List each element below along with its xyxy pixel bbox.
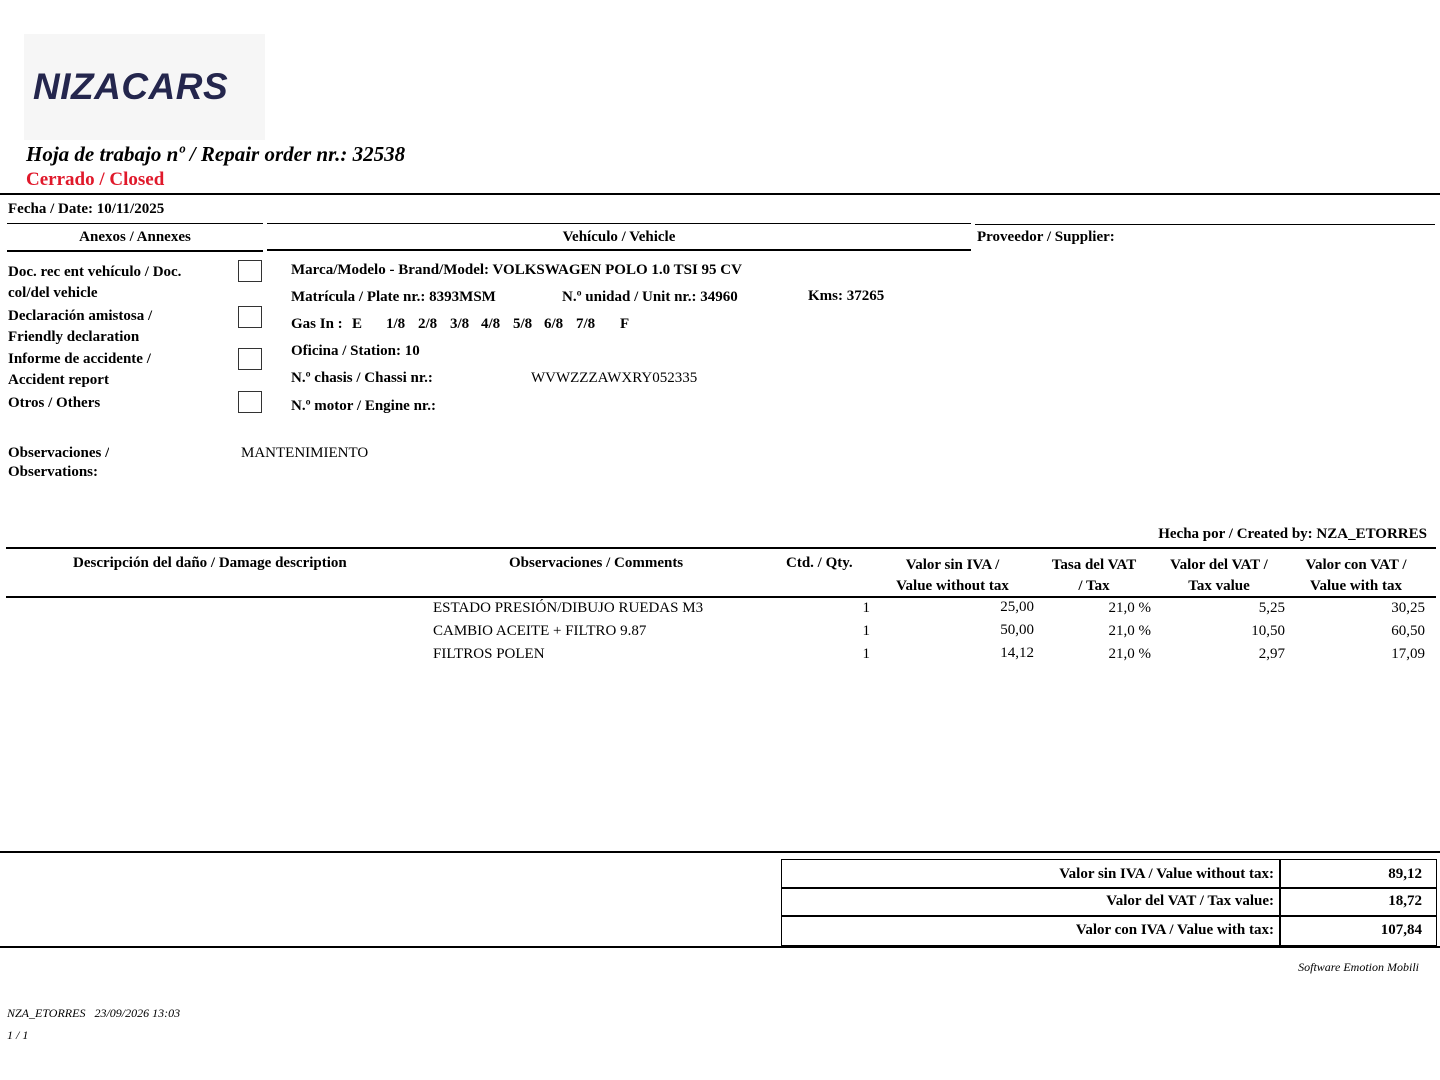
- observations-label: Observaciones / Observations:: [8, 445, 110, 476]
- total-tax-value: 18,72: [1388, 893, 1422, 909]
- divider: [975, 224, 1435, 225]
- annex-checkbox[interactable]: [238, 306, 262, 328]
- gas-level: F: [620, 316, 630, 332]
- row-qty: 1: [862, 600, 870, 616]
- gas-level: 2/8: [418, 316, 438, 332]
- created-by: Hecha por / Created by: NZA_ETORRES: [1158, 526, 1427, 542]
- vehicle-brand-model: Marca/Modelo - Brand/Model: VOLKSWAGEN POLO 1.0 TSI 95 CV: [291, 262, 742, 278]
- divider: [0, 193, 1440, 195]
- gas-level: 1/8: [386, 316, 406, 332]
- row-comment: CAMBIO ACEITE + FILTRO 9.87: [433, 623, 647, 639]
- repair-order-title: Hoja de trabajo nº / Repair order nr.: 32538: [26, 142, 406, 166]
- print-user-timestamp: NZA_ETORRES 23/09/2026 13:03: [7, 1006, 181, 1020]
- col-header-qty: Ctd. / Qty.: [786, 555, 853, 571]
- annex-item: Doc. rec ent vehículo / Doc. col/del vehicle: [8, 264, 182, 301]
- row-tax: 2,97: [1258, 646, 1285, 662]
- row-rate: 21,0 %: [1108, 646, 1151, 662]
- col-header-value-without-tax: Valor sin IVA / Value without tax: [896, 557, 1009, 594]
- col-header-tax-rate: Tasa del VAT / Tax: [1051, 557, 1137, 594]
- row-net: 14,12: [1000, 645, 1034, 661]
- gas-level: 3/8: [450, 316, 470, 332]
- annex-item: Informe de accidente / Accident report: [8, 351, 151, 388]
- vehicle-station: Oficina / Station: 10: [291, 343, 420, 359]
- chassis-label: N.º chasis / Chassi nr.:: [291, 370, 433, 386]
- col-header-value-with-tax: Valor con VAT / Value with tax: [1305, 557, 1407, 594]
- gas-level: 7/8: [576, 316, 596, 332]
- row-net: 50,00: [1000, 622, 1034, 638]
- observations-value: MANTENIMIENTO: [241, 445, 369, 461]
- row-tax: 10,50: [1251, 623, 1285, 639]
- vehicle-plate: Matrícula / Plate nr.: 8393MSM: [291, 289, 496, 305]
- annexes-heading: Anexos / Annexes: [79, 229, 191, 245]
- divider: [267, 223, 971, 224]
- vehicle-heading: Vehículo / Vehicle: [562, 229, 676, 245]
- col-header-tax-value: Valor del VAT / Tax value: [1170, 557, 1268, 594]
- row-total: 17,09: [1391, 646, 1425, 662]
- gas-level: E: [352, 316, 363, 332]
- row-comment: FILTROS POLEN: [433, 646, 545, 662]
- divider: [7, 223, 263, 224]
- status-badge: Cerrado / Closed: [26, 169, 165, 190]
- gas-level: 4/8: [481, 316, 501, 332]
- row-comment: ESTADO PRESIÓN/DIBUJO RUEDAS M3: [433, 600, 704, 616]
- total-net-label: Valor sin IVA / Value without tax:: [1059, 866, 1274, 882]
- total-with-tax-label: Valor con IVA / Value with tax:: [1075, 922, 1274, 938]
- total-tax-label: Valor del VAT / Tax value:: [1106, 893, 1274, 909]
- row-qty: 1: [862, 646, 870, 662]
- row-net: 25,00: [1000, 599, 1034, 615]
- total-with-tax-value: 107,84: [1380, 922, 1422, 938]
- total-net-value: 89,12: [1388, 866, 1422, 882]
- divider: [6, 547, 1436, 549]
- row-tax: 5,25: [1258, 600, 1285, 616]
- divider: [267, 249, 971, 251]
- annex-item: Declaración amistosa / Friendly declaration: [8, 308, 153, 345]
- vehicle-kms: Kms: 37265: [808, 288, 885, 304]
- row-total: 60,50: [1391, 623, 1425, 639]
- row-total: 30,25: [1391, 600, 1425, 616]
- col-header-damage: Descripción del daño / Damage description: [73, 555, 347, 571]
- divider: [7, 250, 263, 252]
- row-rate: 21,0 %: [1108, 600, 1151, 616]
- order-date: Fecha / Date: 10/11/2025: [8, 201, 165, 217]
- software-credit: Software Emotion Mobili: [1298, 960, 1419, 974]
- divider: [6, 596, 1436, 598]
- annex-item: Otros / Others: [8, 395, 101, 411]
- gas-level: 5/8: [513, 316, 533, 332]
- vehicle-unit: N.º unidad / Unit nr.: 34960: [562, 289, 738, 305]
- divider: [0, 851, 1440, 853]
- chassis-value: WVWZZZAWXRY052335: [531, 370, 698, 386]
- annex-checkbox[interactable]: [238, 348, 262, 370]
- col-header-comments: Observaciones / Comments: [509, 555, 684, 571]
- gas-level: 6/8: [544, 316, 564, 332]
- row-rate: 21,0 %: [1108, 623, 1151, 639]
- gas-label: Gas In :: [291, 316, 343, 332]
- divider: [0, 946, 1440, 948]
- company-logo: NIZACARS: [33, 66, 229, 107]
- annex-checkbox[interactable]: [238, 260, 262, 282]
- annex-checkbox[interactable]: [238, 391, 262, 413]
- row-qty: 1: [862, 623, 870, 639]
- page-number: 1 / 1: [7, 1028, 29, 1042]
- engine-label: N.º motor / Engine nr.:: [291, 398, 436, 414]
- supplier-heading: Proveedor / Supplier:: [977, 229, 1115, 245]
